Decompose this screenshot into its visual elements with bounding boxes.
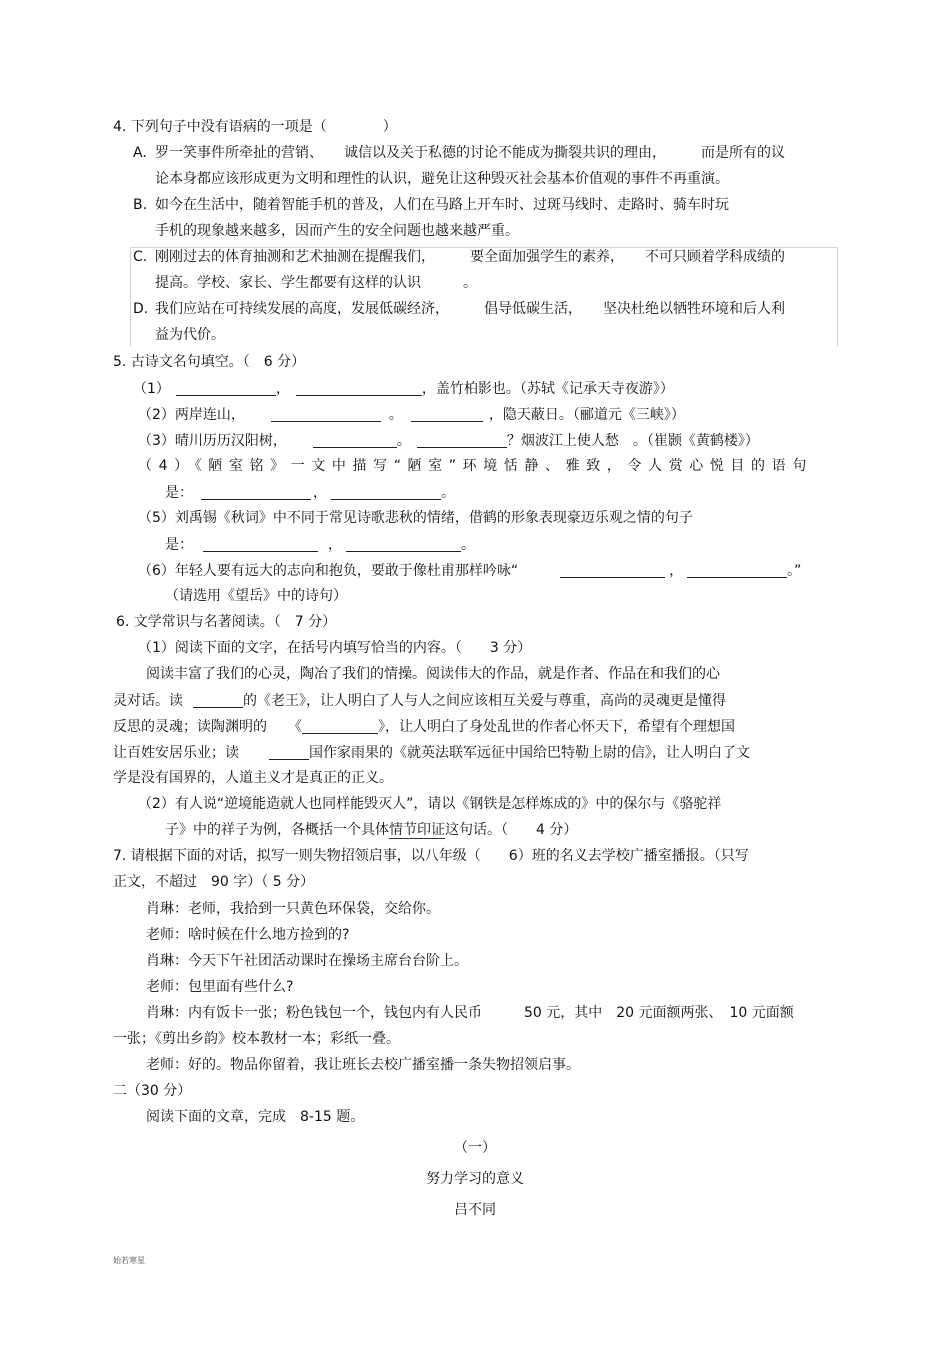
q5-item-2: [138, 407, 685, 422]
q6-reading-line1: 阅读丰富了我们的心灵，陶冶了我们的情操。阅读伟大的作品，就是作者、作品在和我们的心: [146, 666, 720, 682]
q6-part2-line2-b: 这句话。（ 4 分）: [445, 822, 578, 838]
answer-blank[interactable]: [560, 563, 665, 578]
q4-option-b-line1: 如今在生活中，随着智能手机的普及，人们在马路上开车时、过斑马线时、走路时、骑车时玩: [155, 197, 729, 213]
q4-option-b-label: B.: [133, 197, 148, 213]
q5-item-3-tail: ？烟波江上使人愁 。（崔颢《黄鹤楼》）: [506, 433, 759, 449]
part2-intro: 阅读下面的文章，完成 8-15 题。: [146, 1109, 365, 1125]
q6-stem: 6. 文学常识与名著阅读。（ 7 分）: [116, 614, 337, 630]
q4-option-c-line2: 提高。学校、家长、学生都要有这样的认识 。: [155, 275, 477, 291]
q5-item-1-sep: ，: [275, 381, 290, 397]
answer-blank[interactable]: [302, 719, 378, 734]
q5-item-6-end: 。”: [787, 563, 802, 579]
q6-part2-line1: （2）有人说“逆境能造就人也同样能毁灭人”，请以《钢铁是怎样炼成的》中的保尔与《骆驼祥: [138, 796, 722, 812]
dialogue-line: 老师：好的。物品你留着，我让班长去校广播室播一条失物招领启事。: [146, 1057, 580, 1073]
dialogue-line: 肖琳：今天下午社团活动课时在操场主席台台阶上。: [146, 953, 468, 969]
q7-stem-line1: 7. 请根据下面的对话，拟写一则失物招领启事，以八年级（ 6）班的名义去学校广播室播报。（只写: [113, 848, 749, 864]
q6-reading-line4: [113, 745, 750, 760]
q5-item-5-head: 是：: [165, 537, 193, 553]
dialogue-line: 肖琳：内有饭卡一张；粉色钱包一个，钱包内有人民币 50 元，其中 20 元面额两张、 10 元面额: [146, 1005, 794, 1021]
q6-part2-line2: [165, 823, 577, 837]
answer-blank[interactable]: [296, 381, 422, 396]
q4-option-d-label: D.: [133, 301, 149, 317]
q5-item-6-sep: ，: [669, 563, 684, 579]
q5-item-3: [138, 433, 759, 448]
answer-blank[interactable]: [346, 537, 461, 552]
q5-item-6-line2: （请选用《望岳》中的诗句）: [165, 588, 347, 604]
q6-reading-line5: 学是没有国界的，人道主义才是真正的正义。: [113, 770, 393, 786]
answer-blank[interactable]: [193, 693, 243, 708]
q4-option-d-line1: 我们应站在可持续发展的高度，发展低碳经济， 倡导低碳生活， 坚决杜绝以牺牲环境和后人利: [155, 301, 785, 317]
q5-item-4-end: 。: [441, 485, 455, 501]
q5-item-3-head: （3）晴川历历汉阳树，: [138, 433, 287, 449]
part2-title: 二（30 分）: [113, 1083, 192, 1099]
q4-option-c-line1: 刚刚过去的体育抽测和艺术抽测在提醒我们， 要全面加强学生的素养， 不可只顾着学科成绩的: [155, 249, 785, 265]
q5-item-1-num: （1）: [133, 381, 170, 397]
q6-reading-line4-head: 让百姓安居乐业；读: [113, 745, 239, 761]
q4-option-a-line1: 罗一笑事件所牵扯的营销、 诚信以及关于私德的讨论不能成为撕裂共识的理由， 而是所有的议: [155, 145, 785, 161]
q5-item-4-line1: （4）《陋室铭》一文中描写“陋室”环境恬静、雅致，令人赏心悦目的语句: [138, 458, 813, 474]
q5-item-5-line2: [165, 537, 475, 552]
q4-option-b-line2: 手机的现象越来越多，因而产生的安全问题也越来越严重。: [155, 223, 519, 239]
article-title: 努力学习的意义: [426, 1171, 524, 1187]
answer-blank[interactable]: [269, 745, 309, 760]
q6-part2-line2-a: 子》中的祥子为例，各概括一个具体: [165, 822, 389, 838]
q6-reading-line3-tail: 》，让人明白了身处乱世的作者心怀天下，希望有个理想国: [378, 719, 735, 735]
q5-item-6-text: （6）年轻人要有远大的志向和抱负，要敢于像杜甫那样吟咏“: [138, 563, 519, 579]
q5-item-4-sep: ，: [313, 485, 327, 501]
answer-blank[interactable]: [411, 407, 483, 422]
answer-blank[interactable]: [417, 433, 507, 448]
dialogue-line: 一张；《剪出乡韵》校本教材一本；彩纸一叠。: [113, 1031, 400, 1047]
q6-reading-line2-head: 灵对话。读: [113, 693, 183, 709]
q4-option-c-label: C.: [133, 249, 148, 265]
page-footer-note: 始若寒星: [113, 1256, 145, 1265]
answer-blank[interactable]: [313, 433, 397, 448]
q5-item-5-end: 。: [461, 537, 475, 553]
q6-reading-line3: [113, 719, 735, 734]
q6-reading-line2: [113, 693, 726, 708]
q5-item-4-line2: [165, 485, 455, 500]
q5-stem: 5. 古诗文名句填空。（ 6 分）: [113, 354, 306, 370]
q7-stem-line2: 正文，不超过 90 字）（ 5 分）: [113, 874, 315, 890]
q5-item-2-mid: 。: [388, 407, 403, 423]
q5-item-2-tail: ，隐天蔽日。（郦道元《三峡》）: [488, 407, 685, 423]
answer-blank[interactable]: [331, 485, 441, 500]
q6-part2-underlined: 情节印证: [389, 822, 445, 838]
q4-option-a-line2: 论本身都应该形成更为文明和理性的认识，避免让这种毁灭社会基本价值观的事件不再重演。: [155, 171, 729, 187]
q5-item-6-line1: [138, 563, 801, 578]
q4-option-a-label: A.: [133, 145, 147, 161]
q6-reading-line3-head: 反思的灵魂；读陶渊明的 《: [113, 719, 302, 735]
answer-blank[interactable]: [201, 485, 311, 500]
q5-item-1: [133, 381, 674, 396]
q6-reading-line2-tail: 的《老王》，让人明白了人与人之间应该相互关爱与尊重，高尚的灵魂更是懂得: [243, 693, 726, 709]
dialogue-line: 老师：包里面有些什么?: [146, 979, 294, 995]
answer-blank[interactable]: [687, 563, 787, 578]
answer-blank[interactable]: [176, 381, 276, 396]
dialogue-line: 肖琳：老师，我拾到一只黄色环保袋，交给你。: [146, 901, 440, 917]
answer-blank[interactable]: [203, 537, 318, 552]
q5-item-1-tail: ，盖竹柏影也。（苏轼《记承天寺夜游》）: [421, 381, 674, 397]
q4-option-d-line2: 益为代价。: [155, 327, 225, 343]
q5-item-2-head: （2）两岸连山，: [138, 407, 245, 423]
q5-item-5-sep: ，: [328, 537, 342, 553]
q4-stem: 4. 下列句子中没有语病的一项是（ ）: [113, 119, 397, 135]
answer-blank[interactable]: [271, 407, 381, 422]
section-label: （一）: [454, 1140, 496, 1156]
q5-item-5-line1: （5）刘禹锡《秋词》中不同于常见诗歌悲秋的情绪，借鹤的形象表现豪迈乐观之情的句子: [138, 510, 693, 526]
q5-item-3-mid: 。: [396, 433, 411, 449]
dialogue-line: 老师：啥时候在什么地方捡到的?: [146, 927, 350, 943]
q6-reading-line4-tail: 国作家雨果的《就英法联军远征中国给巴特勒上尉的信》，让人明白了文: [309, 745, 750, 761]
q5-item-4-head: 是：: [165, 485, 193, 501]
q6-part1-stem: （1）阅读下面的文字，在括号内填写恰当的内容。（ 3 分）: [138, 640, 532, 656]
article-author: 吕不同: [454, 1202, 496, 1218]
